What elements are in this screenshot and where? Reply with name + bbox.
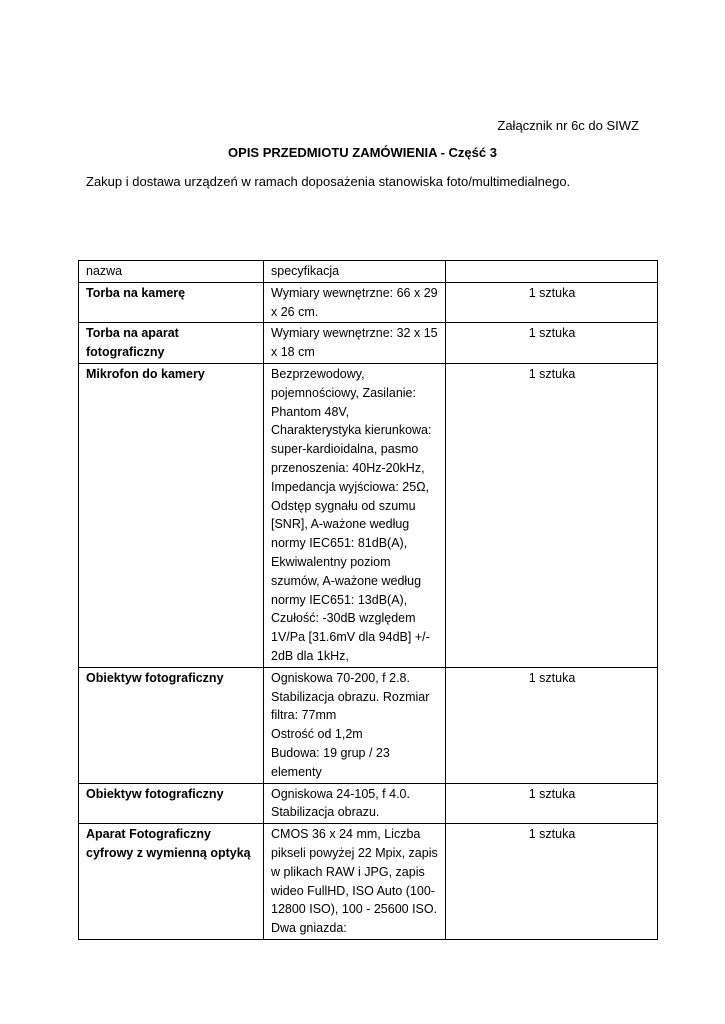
annex-label: Załącznik nr 6c do SIWZ bbox=[497, 118, 639, 133]
header-name: nazwa bbox=[79, 261, 264, 283]
item-spec: Ogniskowa 70-200, f 2.8. Stabilizacja obrazu. Rozmiar filtra: 77mm Ostrość od 1,2m Budowa: 19 grup / 23 elementy bbox=[264, 667, 446, 783]
table-row bbox=[79, 323, 658, 364]
item-qty: 1 sztuka bbox=[446, 323, 658, 364]
table-row bbox=[79, 783, 658, 824]
table-row bbox=[79, 282, 658, 323]
item-name: Aparat Fotograficzny cyfrowy z wymienną optyką bbox=[79, 824, 264, 940]
item-qty: 1 sztuka bbox=[446, 667, 658, 783]
item-qty: 1 sztuka bbox=[446, 363, 658, 667]
specification-table bbox=[78, 260, 658, 940]
item-spec: Wymiary wewnętrzne: 66 x 29 x 26 cm. bbox=[264, 282, 446, 323]
item-qty: 1 sztuka bbox=[446, 783, 658, 824]
item-qty: 1 sztuka bbox=[446, 824, 658, 940]
table-row bbox=[79, 667, 658, 783]
table-row bbox=[79, 824, 658, 940]
intro-text: Zakup i dostawa urządzeń w ramach doposażenia stanowiska foto/multimedialnego. bbox=[86, 174, 571, 189]
table-header-row bbox=[79, 261, 658, 283]
table-row bbox=[79, 363, 658, 667]
item-spec: Wymiary wewnętrzne: 32 x 15 x 18 cm bbox=[264, 323, 446, 364]
header-qty bbox=[446, 261, 658, 283]
item-qty: 1 sztuka bbox=[446, 282, 658, 323]
item-name: Obiektyw fotograficzny bbox=[79, 667, 264, 783]
item-name: Obiektyw fotograficzny bbox=[79, 783, 264, 824]
item-spec: CMOS 36 x 24 mm, Liczba pikseli powyżej 22 Mpix, zapis w plikach RAW i JPG, zapis wideo FullHD, ISO Auto (100-12800 ISO), 100 - 25600 ISO. Dwa gniazda: bbox=[264, 824, 446, 940]
item-spec: Bezprzewodowy, pojemnościowy, Zasilanie: Phantom 48V, Charakterystyka kierunkowa: super-kardioidalna, pasmo przenoszenia: 40Hz-20kHz, Impedancja wyjściowa: 25Ω, Odstęp sygnału od szumu [SNR], A-ważone według normy IEC651: 81dB(A), Ekwiwalentny poziom szumów, A-ważone według normy IEC651: 13dB(A), Czułość: -30dB względem 1V/Pa [31.6mV dla 94dB] +/- 2dB dla 1kHz, bbox=[264, 363, 446, 667]
item-spec: Ogniskowa 24-105, f 4.0. Stabilizacja obrazu. bbox=[264, 783, 446, 824]
header-spec: specyfikacja bbox=[264, 261, 446, 283]
item-name: Torba na kamerę bbox=[79, 282, 264, 323]
item-name: Torba na aparat fotograficzny bbox=[79, 323, 264, 364]
item-name: Mikrofon do kamery bbox=[79, 363, 264, 667]
document-title: OPIS PRZEDMIOTU ZAMÓWIENIA - Część 3 bbox=[228, 145, 497, 160]
